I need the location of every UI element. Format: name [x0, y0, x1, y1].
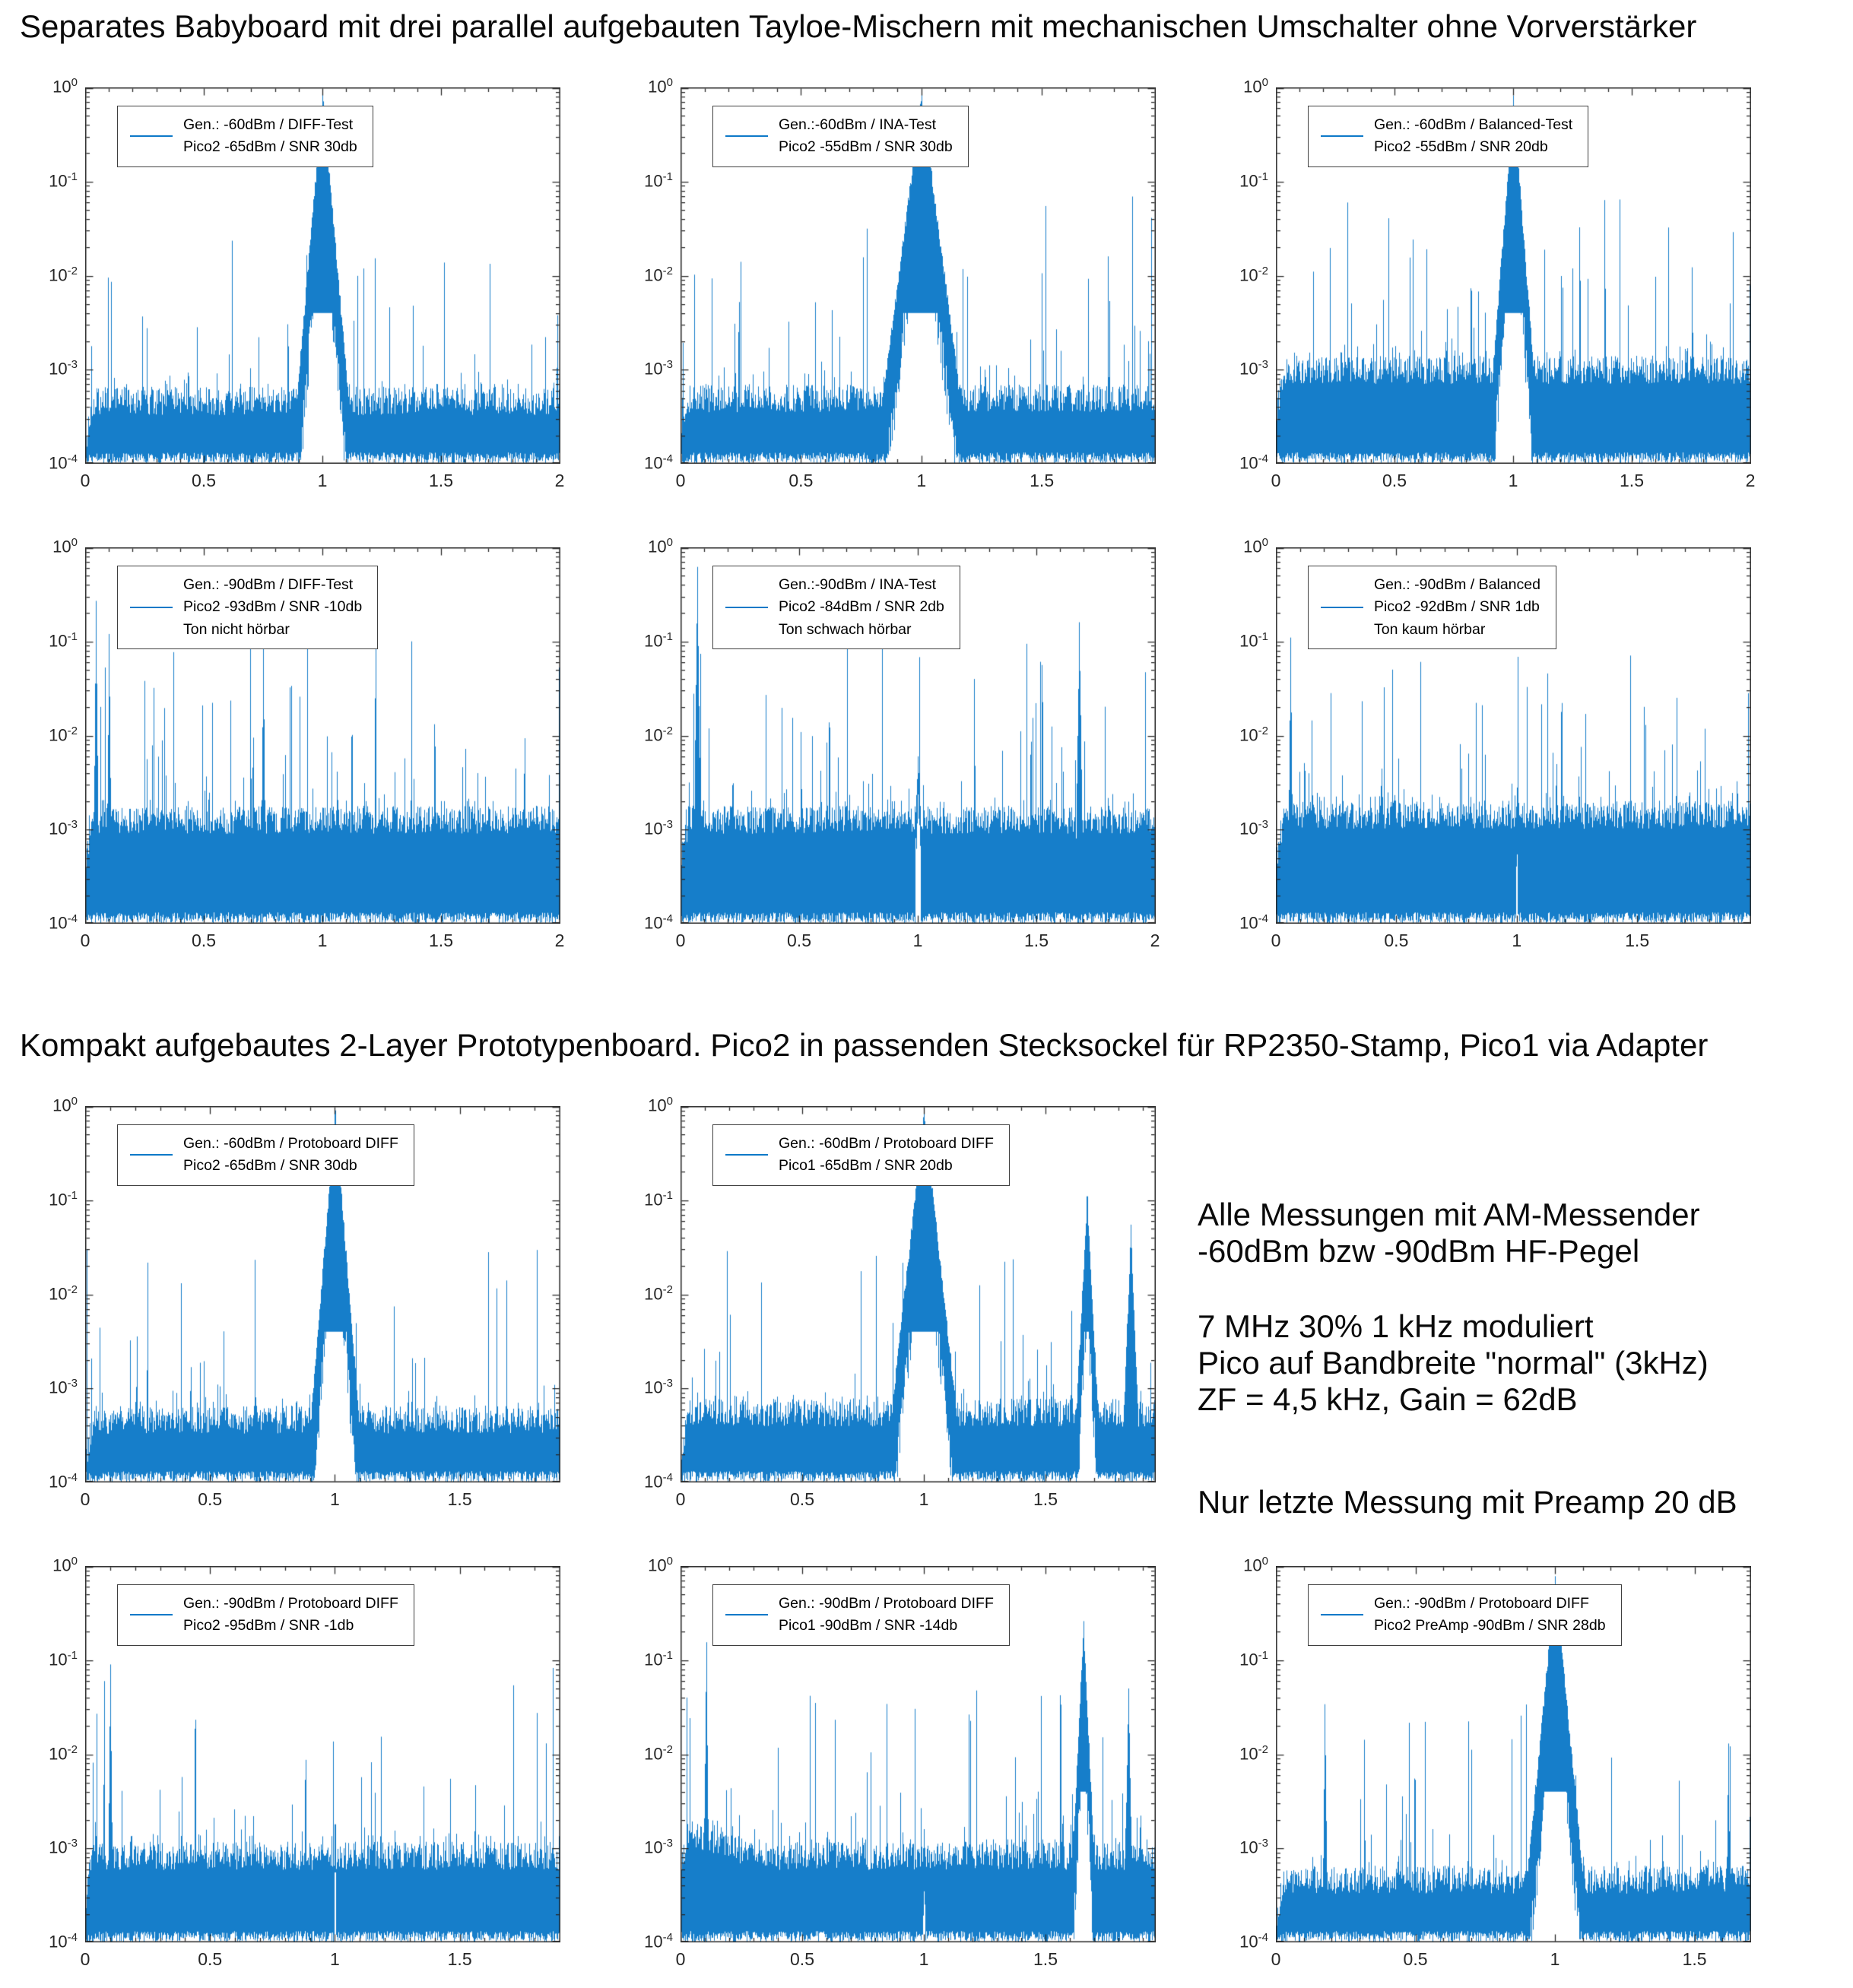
spectrum-plot-proto-pico1-60: [644, 1095, 1156, 1509]
y-axis-tick-label: $10^{-4}$: [1239, 452, 1268, 473]
y-axis-tick-label: $10^{-1}$: [49, 629, 78, 651]
legend-line-sample: [1321, 607, 1363, 608]
legend-label: Pico2 -84dBm / SNR 2db: [779, 598, 944, 616]
y-axis-tick-label: $10^{-4}$: [49, 1931, 78, 1952]
note-line: Alle Messungen mit AM-Messender: [1198, 1197, 1700, 1232]
spectrum-plot-proto-pico1-90: [644, 1555, 1156, 1969]
y-axis-tick-label: $10^0$: [52, 1555, 78, 1575]
spectrum-plot-ina-60: [644, 76, 1156, 490]
y-axis-tick-label: $10^{-3}$: [644, 358, 673, 379]
y-axis-tick-label: $10^{-3}$: [644, 818, 673, 839]
x-axis-tick-label: 1: [912, 931, 923, 950]
y-axis-tick-label: $10^{-2}$: [49, 1283, 78, 1303]
legend-label: Gen.:-90dBm / INA-Test: [779, 576, 936, 593]
legend-label: Pico1 -65dBm / SNR 20db: [779, 1157, 953, 1175]
y-axis-tick-label: $10^0$: [1243, 536, 1268, 556]
x-axis-tick-label: 2: [1150, 931, 1160, 950]
plot-legend: [1308, 106, 1588, 167]
y-axis-tick-label: $10^{-4}$: [644, 452, 673, 473]
legend-line-sample: [130, 135, 173, 137]
y-axis-tick-label: $10^0$: [52, 536, 78, 556]
y-axis-tick-label: $10^{-3}$: [1239, 358, 1268, 379]
y-axis-tick-label: $10^0$: [1243, 76, 1268, 97]
x-axis-tick-label: 0: [80, 1489, 90, 1509]
legend-line-sample: [130, 607, 173, 608]
note-spacer: [1198, 1270, 1709, 1308]
legend-label: Gen.: -90dBm / DIFF-Test: [183, 576, 354, 593]
spectrum-plot-proto-preamp-90: [1239, 1555, 1751, 1969]
x-axis-tick-label: 1.5: [429, 931, 453, 950]
y-axis-tick-label: $10^0$: [648, 1555, 673, 1575]
x-axis-tick-label: 1: [916, 471, 927, 490]
y-axis-tick-label: $10^0$: [52, 76, 78, 97]
y-axis-tick-label: $10^{-1}$: [1239, 629, 1268, 651]
legend-label: Pico2 -65dBm / SNR 30db: [183, 1157, 357, 1175]
y-axis-tick-label: $10^{-4}$: [49, 912, 78, 933]
legend-label: Ton schwach hörbar: [779, 620, 912, 638]
note-line: Nur letzte Messung mit Preamp 20 dB: [1198, 1484, 1737, 1520]
note-line: ZF = 4,5 kHz, Gain = 62dB: [1198, 1381, 1578, 1418]
y-axis-tick-label: $10^{-1}$: [644, 1188, 673, 1210]
spectrum-plot-proto-pico2-60: [49, 1095, 560, 1509]
x-axis-tick-label: 0.5: [787, 931, 811, 950]
y-axis-tick-label: $10^{-3}$: [49, 1837, 78, 1857]
x-axis-tick-label: 1.5: [447, 1949, 472, 1969]
x-axis-tick-label: 1: [317, 471, 328, 490]
spectrum-plot-ina-90: [644, 536, 1160, 950]
y-axis-tick-label: $10^{-1}$: [1239, 1648, 1268, 1669]
y-axis-tick-label: $10^{-2}$: [644, 724, 673, 744]
legend-line-sample: [725, 1154, 768, 1156]
spectrum-plot-diff-90: [49, 536, 565, 950]
legend-label: Gen.: -90dBm / Protoboard DIFF: [779, 1595, 994, 1612]
x-axis-tick-label: 0: [675, 471, 686, 490]
legend-label: Gen.: -90dBm / Protoboard DIFF: [183, 1595, 398, 1612]
x-axis-tick-label: 0: [1271, 1949, 1281, 1969]
note-line: Pico auf Bandbreite "normal" (3kHz): [1198, 1344, 1709, 1381]
y-axis-tick-label: $10^{-4}$: [644, 1471, 673, 1492]
y-axis-tick-label: $10^{-2}$: [644, 1283, 673, 1303]
spectrum-plot-proto-pico2-90: [49, 1555, 560, 1969]
x-axis-tick-label: 1: [330, 1489, 340, 1509]
x-axis-tick-label: 1: [330, 1949, 340, 1969]
plot-legend: [712, 566, 960, 649]
plot-legend: [1308, 1584, 1622, 1646]
x-axis-tick-label: 0.5: [198, 1489, 223, 1509]
y-axis-tick-label: $10^{-4}$: [1239, 912, 1268, 933]
legend-label: Pico2 -95dBm / SNR -1db: [183, 1617, 354, 1634]
legend-label: Gen.:-60dBm / INA-Test: [779, 116, 936, 133]
y-axis-tick-label: $10^0$: [52, 1095, 78, 1115]
plot-legend: [712, 1584, 1010, 1646]
plot-legend: [712, 1124, 1010, 1186]
y-axis-tick-label: $10^0$: [648, 536, 673, 556]
y-axis-tick-label: $10^0$: [648, 1095, 673, 1115]
legend-line-sample: [725, 135, 768, 137]
y-axis-tick-label: $10^{-1}$: [644, 1648, 673, 1669]
x-axis-tick-label: 1.5: [1033, 1489, 1058, 1509]
x-axis-tick-label: 1: [1550, 1949, 1560, 1969]
x-axis-tick-label: 0.5: [788, 471, 814, 490]
legend-label: Gen.: -90dBm / Protoboard DIFF: [1374, 1595, 1589, 1612]
legend-line-sample: [1321, 1614, 1363, 1615]
x-axis-tick-label: 0.5: [1382, 471, 1407, 490]
legend-label: Gen.: -90dBm / Balanced: [1374, 576, 1540, 593]
legend-label: Gen.: -60dBm / DIFF-Test: [183, 116, 354, 133]
x-axis-tick-label: 0.5: [790, 1489, 814, 1509]
y-axis-tick-label: $10^{-4}$: [644, 912, 673, 933]
legend-label: Ton nicht hörbar: [183, 620, 290, 638]
y-axis-tick-label: $10^{-1}$: [1239, 170, 1268, 191]
plot-legend: [1308, 566, 1556, 649]
y-axis-tick-label: $10^{-4}$: [1239, 1931, 1268, 1952]
section-title-babyboard: Separates Babyboard mit drei parallel aufgebauten Tayloe-Mischern mit mechanischen Umschalter ohne Vorverstärker: [20, 8, 1697, 44]
legend-label: Pico2 PreAmp -90dBm / SNR 28db: [1374, 1617, 1606, 1634]
x-axis-tick-label: 1.5: [1625, 931, 1650, 950]
x-axis-tick-label: 1.5: [1024, 931, 1049, 950]
legend-label: Pico2 -55dBm / SNR 20db: [1374, 138, 1548, 156]
note-line: -60dBm bzw -90dBm HF-Pegel: [1198, 1233, 1640, 1270]
legend-label: Pico2 -93dBm / SNR -10db: [183, 598, 363, 616]
note-line: 7 MHz 30% 1 kHz moduliert: [1198, 1308, 1594, 1344]
plot-legend: [117, 1124, 414, 1186]
y-axis-tick-label: $10^{-3}$: [49, 818, 78, 839]
y-axis-tick-label: $10^{-1}$: [49, 1188, 78, 1210]
x-axis-tick-label: 1.5: [1682, 1949, 1707, 1969]
x-axis-tick-label: 1.5: [429, 471, 453, 490]
y-axis-tick-label: $10^0$: [648, 76, 673, 97]
y-axis-tick-label: $10^{-2}$: [49, 264, 78, 284]
x-axis-tick-label: 0: [675, 1489, 686, 1509]
y-axis-tick-label: $10^{-3}$: [644, 1377, 673, 1397]
y-axis-tick-label: $10^{-2}$: [49, 1742, 78, 1763]
legend-line-sample: [725, 1614, 768, 1615]
x-axis-tick-label: 0: [1271, 931, 1281, 950]
legend-label: Pico2 -55dBm / SNR 30db: [779, 138, 953, 156]
x-axis-tick-label: 1: [1512, 931, 1522, 950]
y-axis-tick-label: $10^{-4}$: [49, 452, 78, 473]
x-axis-tick-label: 1: [1508, 471, 1518, 490]
y-axis-tick-label: $10^{-4}$: [49, 1471, 78, 1492]
plot-legend: [712, 106, 969, 167]
x-axis-tick-label: 1: [919, 1489, 929, 1509]
x-axis-tick-label: 2: [554, 931, 565, 950]
plot-legend: [117, 566, 378, 649]
x-axis-tick-label: 1.5: [1033, 1949, 1058, 1969]
legend-label: Pico2 -65dBm / SNR 30db: [183, 138, 357, 156]
y-axis-tick-label: $10^{-1}$: [644, 629, 673, 651]
y-axis-tick-label: $10^{-3}$: [49, 358, 78, 379]
legend-label: Gen.: -60dBm / Protoboard DIFF: [779, 1135, 994, 1152]
y-axis-tick-label: $10^{-3}$: [1239, 1837, 1268, 1857]
x-axis-tick-label: 0.5: [1403, 1949, 1428, 1969]
legend-label: Gen.: -60dBm / Balanced-Test: [1374, 116, 1573, 133]
x-axis-tick-label: 2: [554, 471, 565, 490]
plot-legend: [117, 1584, 414, 1646]
x-axis-tick-label: 0: [80, 471, 90, 490]
spectrum-plot-balanced-60: [1239, 76, 1756, 490]
x-axis-tick-label: 1: [919, 1949, 929, 1969]
y-axis-tick-label: $10^{-2}$: [644, 1742, 673, 1763]
x-axis-tick-label: 0: [80, 931, 90, 950]
x-axis-tick-label: 2: [1745, 471, 1756, 490]
y-axis-tick-label: $10^{-2}$: [49, 724, 78, 744]
legend-label: Gen.: -60dBm / Protoboard DIFF: [183, 1135, 398, 1152]
x-axis-tick-label: 0.5: [790, 1949, 814, 1969]
x-axis-tick-label: 0.5: [1384, 931, 1409, 950]
preamp-note: [1198, 1484, 1737, 1520]
y-axis-tick-label: $10^{-2}$: [1239, 724, 1268, 744]
y-axis-tick-label: $10^0$: [1243, 1555, 1268, 1575]
x-axis-tick-label: 1.5: [1620, 471, 1644, 490]
y-axis-tick-label: $10^{-2}$: [1239, 1742, 1268, 1763]
y-axis-tick-label: $10^{-3}$: [644, 1837, 673, 1857]
measurement-notes: [1198, 1197, 1709, 1418]
legend-label: Pico2 -92dBm / SNR 1db: [1374, 598, 1540, 616]
legend-line-sample: [130, 1614, 173, 1615]
y-axis-tick-label: $10^{-1}$: [49, 170, 78, 191]
legend-line-sample: [725, 607, 768, 608]
x-axis-tick-label: 0: [675, 931, 686, 950]
plot-legend: [117, 106, 373, 167]
spectrum-plot-diff-60: [49, 76, 565, 490]
x-axis-tick-label: 1.5: [447, 1489, 472, 1509]
y-axis-tick-label: $10^{-2}$: [1239, 264, 1268, 284]
section-title-protoboard: Kompakt aufgebautes 2-Layer Prototypenboard. Pico2 in passenden Stecksockel für RP2350-Stamp, Pico1 via Adapter: [20, 1027, 1709, 1063]
y-axis-tick-label: $10^{-3}$: [1239, 818, 1268, 839]
x-axis-tick-label: 1: [317, 931, 328, 950]
y-axis-tick-label: $10^{-4}$: [644, 1931, 673, 1952]
x-axis-tick-label: 0.5: [198, 1949, 223, 1969]
legend-line-sample: [1321, 135, 1363, 137]
x-axis-tick-label: 0.5: [192, 471, 216, 490]
y-axis-tick-label: $10^{-1}$: [644, 170, 673, 191]
legend-label: Pico1 -90dBm / SNR -14db: [779, 1617, 958, 1634]
spectrum-plot-balanced-90: [1239, 536, 1751, 950]
x-axis-tick-label: 0: [1271, 471, 1281, 490]
x-axis-tick-label: 0: [80, 1949, 90, 1969]
legend-label: Ton kaum hörbar: [1374, 620, 1486, 638]
x-axis-tick-label: 0.5: [192, 931, 216, 950]
y-axis-tick-label: $10^{-1}$: [49, 1648, 78, 1669]
x-axis-tick-label: 1.5: [1030, 471, 1055, 490]
y-axis-tick-label: $10^{-3}$: [49, 1377, 78, 1397]
y-axis-tick-label: $10^{-2}$: [644, 264, 673, 284]
x-axis-tick-label: 0: [675, 1949, 686, 1969]
legend-line-sample: [130, 1154, 173, 1156]
